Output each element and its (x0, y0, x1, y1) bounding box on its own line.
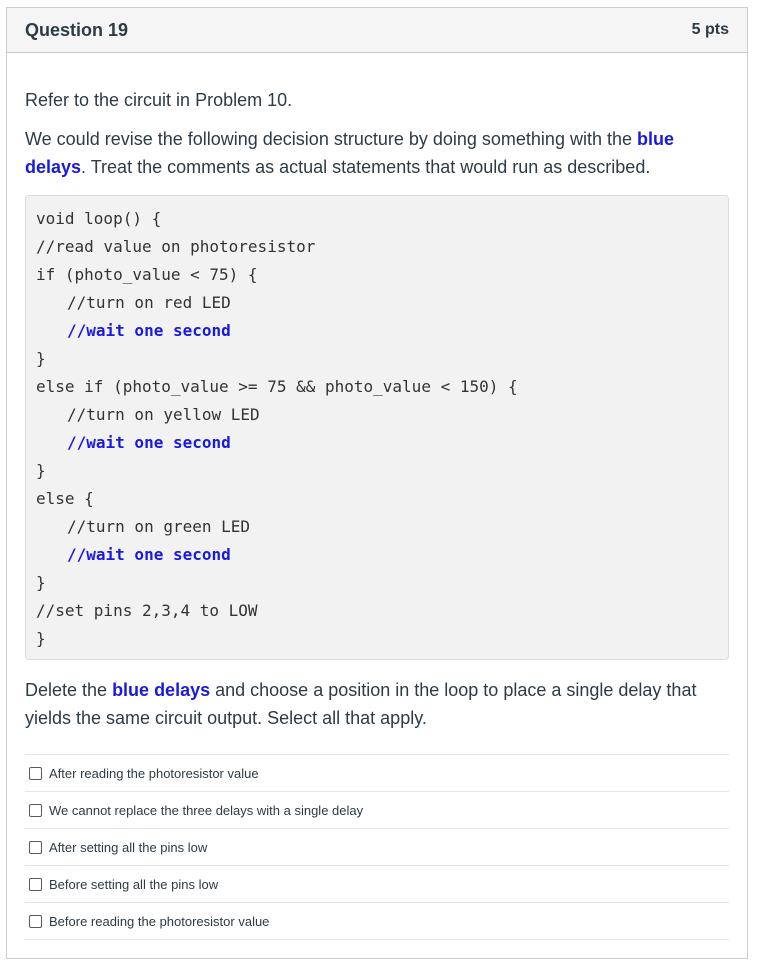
question-card (6, 7, 748, 959)
code-line: } (36, 461, 46, 480)
code-line: } (36, 629, 46, 648)
code-block (25, 195, 729, 660)
answer-label: After reading the photoresistor value (49, 765, 259, 781)
code-line-blue-delay: //wait one second (67, 433, 231, 452)
instruction-blue-delays: blue delays (112, 680, 211, 700)
code-line: } (36, 573, 46, 592)
code-line-blue-delay: //wait one second (67, 321, 231, 340)
prompt-description-after: . Treat the comments as actual statements that would run as described. (81, 157, 651, 177)
code-line-blue-delay: //wait one second (67, 545, 231, 564)
code-line: //turn on yellow LED (67, 405, 260, 424)
answer-list (25, 754, 729, 940)
answer-checkbox[interactable] (29, 841, 42, 854)
question-title: Question 19 (25, 19, 129, 40)
question-points: 5 pts (691, 21, 729, 38)
answer-label: We cannot replace the three delays with a single delay (49, 802, 364, 818)
answer-checkbox[interactable] (29, 767, 42, 780)
prompt-blue-delays: blue delays (25, 129, 675, 177)
question-body (7, 53, 747, 940)
answer-option[interactable] (25, 755, 729, 792)
answer-option[interactable] (25, 829, 729, 866)
answer-checkbox[interactable] (29, 804, 42, 817)
answer-option[interactable] (25, 866, 729, 903)
code-line: //turn on green LED (67, 517, 251, 536)
code-line: //read value on photoresistor (36, 237, 316, 256)
prompt-intro: Refer to the circuit in Problem 10. (25, 90, 293, 110)
question-header (7, 8, 747, 53)
answer-option[interactable] (25, 903, 729, 940)
code-line: else if (photo_value >= 75 && photo_value < 150) { (36, 377, 518, 396)
code-line: //set pins 2,3,4 to LOW (36, 601, 258, 620)
answer-checkbox[interactable] (29, 878, 42, 891)
code-line: void loop() { (36, 209, 162, 228)
answer-label: Before reading the photoresistor value (49, 913, 270, 929)
answer-checkbox[interactable] (29, 915, 42, 928)
instruction-before: Delete the (25, 680, 113, 700)
prompt-description (25, 125, 729, 181)
instruction-text (25, 676, 729, 732)
code-line: if (photo_value < 75) { (36, 265, 258, 284)
instruction-after: and choose a position in the loop to place a single delay that yields the same circuit output. Select all that apply. (25, 680, 697, 728)
answer-label: Before setting all the pins low (49, 876, 219, 892)
code-line: } (36, 349, 46, 368)
answer-option[interactable] (25, 792, 729, 829)
prompt-description-before: We could revise the following decision structure by doing something with the (25, 129, 637, 149)
code-line: else { (36, 489, 94, 508)
code-line: //turn on red LED (67, 293, 231, 312)
answer-label: After setting all the pins low (49, 839, 208, 855)
